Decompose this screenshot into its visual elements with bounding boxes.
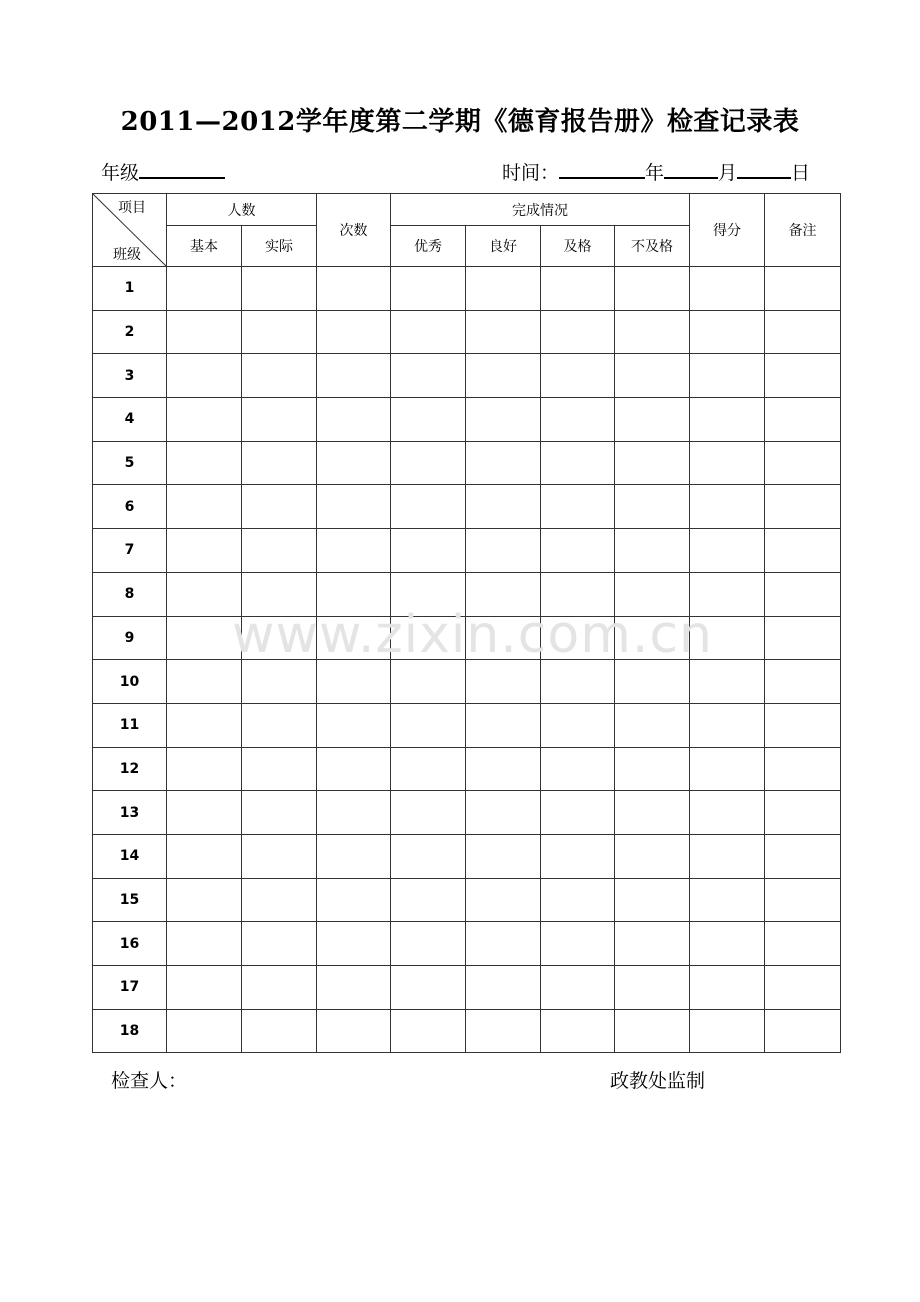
table-cell[interactable] [242,703,317,747]
time-label: 时间： [502,162,560,184]
table-cell[interactable] [317,354,391,398]
table-cell[interactable] [765,310,841,354]
table-cell[interactable] [690,791,765,835]
table-cell[interactable] [391,878,466,922]
table-cell[interactable] [765,441,841,485]
table-cell[interactable] [690,572,765,616]
table-cell[interactable] [615,966,690,1010]
table-cell[interactable] [391,310,466,354]
table-cell[interactable] [690,616,765,660]
table-cell[interactable] [541,660,615,704]
table-cell[interactable] [242,966,317,1010]
table-row [93,878,841,922]
table-cell[interactable] [690,398,765,442]
table-cell[interactable] [242,791,317,835]
class-number: 10 [93,660,167,704]
table-row [93,572,841,616]
table-cell[interactable] [466,922,541,966]
table-cell[interactable] [391,966,466,1010]
header-row-1 [93,194,841,226]
table-cell[interactable] [466,1009,541,1053]
table-cell[interactable] [615,834,690,878]
table-cell[interactable] [690,1009,765,1053]
table-cell[interactable] [242,834,317,878]
table-cell[interactable] [391,791,466,835]
table-row [93,660,841,704]
table-cell[interactable] [317,310,391,354]
table-cell[interactable] [765,747,841,791]
table-row [93,747,841,791]
table-cell[interactable] [391,441,466,485]
class-number: 3 [93,354,167,398]
class-number: 14 [93,834,167,878]
class-number: 5 [93,441,167,485]
table-cell[interactable] [541,1009,615,1053]
table-cell[interactable] [541,529,615,573]
table-cell[interactable] [765,878,841,922]
table-cell[interactable] [167,616,242,660]
table-cell[interactable] [317,791,391,835]
table-cell[interactable] [391,834,466,878]
table-cell[interactable] [541,747,615,791]
table-cell[interactable] [765,529,841,573]
table-cell[interactable] [391,660,466,704]
header-people: 人数 [167,194,317,226]
table-row [93,791,841,835]
class-number: 7 [93,529,167,573]
table-cell[interactable] [167,441,242,485]
table-row [93,354,841,398]
class-number: 18 [93,1009,167,1053]
table-cell[interactable] [466,529,541,573]
table-cell[interactable] [615,1009,690,1053]
supervisor-label: 政教处监制 [610,1070,706,1092]
grade-label: 年级 [101,162,140,184]
table-cell[interactable] [466,572,541,616]
table-cell[interactable] [615,660,690,704]
header-remark: 备注 [765,194,841,267]
table-cell[interactable] [466,791,541,835]
class-number: 1 [93,267,167,311]
table-cell[interactable] [541,878,615,922]
table-cell[interactable] [167,398,242,442]
table-cell[interactable] [615,616,690,660]
table-cell[interactable] [391,354,466,398]
table-cell[interactable] [466,310,541,354]
table-cell[interactable] [391,747,466,791]
table-cell[interactable] [242,354,317,398]
table-cell[interactable] [615,922,690,966]
table-cell[interactable] [167,834,242,878]
class-number: 13 [93,791,167,835]
day-blank [737,157,791,179]
table-cell[interactable] [167,354,242,398]
header-actual: 实际 [242,226,317,267]
table-cell[interactable] [317,267,391,311]
table-cell[interactable] [242,572,317,616]
table-cell[interactable] [615,572,690,616]
table-cell[interactable] [541,267,615,311]
table-cell[interactable] [541,791,615,835]
table-cell[interactable] [391,398,466,442]
table-cell[interactable] [242,441,317,485]
table-row [93,529,841,573]
table-cell[interactable] [317,398,391,442]
table-cell[interactable] [317,441,391,485]
table-cell[interactable] [167,310,242,354]
grade-blank [139,157,225,179]
table-row [93,834,841,878]
table-cell[interactable] [167,747,242,791]
table-cell[interactable] [466,703,541,747]
table-cell[interactable] [541,485,615,529]
table-cell[interactable] [391,616,466,660]
table-cell[interactable] [615,703,690,747]
header-good: 良好 [466,226,541,267]
table-cell[interactable] [242,878,317,922]
class-number: 12 [93,747,167,791]
table-cell[interactable] [391,267,466,311]
table-cell[interactable] [765,834,841,878]
class-number: 15 [93,878,167,922]
table-cell[interactable] [466,616,541,660]
table-cell[interactable] [765,616,841,660]
table-cell[interactable] [242,485,317,529]
table-cell[interactable] [317,747,391,791]
table-cell[interactable] [765,354,841,398]
table-cell[interactable] [466,267,541,311]
table-cell[interactable] [615,398,690,442]
table-cell[interactable] [391,922,466,966]
table-cell[interactable] [167,966,242,1010]
table-cell[interactable] [391,572,466,616]
table-cell[interactable] [317,834,391,878]
table-cell[interactable] [765,922,841,966]
table-cell[interactable] [690,966,765,1010]
table-cell[interactable] [167,572,242,616]
class-number: 17 [93,966,167,1010]
table-row [93,922,841,966]
table-cell[interactable] [242,922,317,966]
table-cell[interactable] [690,441,765,485]
table-cell[interactable] [242,398,317,442]
table-cell[interactable] [615,878,690,922]
table-cell[interactable] [615,747,690,791]
table-cell[interactable] [167,878,242,922]
corner-top-label: 项目 [118,200,146,216]
table-cell[interactable] [690,660,765,704]
table-cell[interactable] [690,747,765,791]
table-cell[interactable] [167,529,242,573]
grade-line [101,157,225,185]
header-score: 得分 [690,194,765,267]
header-excellent: 优秀 [391,226,466,267]
table-cell[interactable] [541,354,615,398]
table-row [93,310,841,354]
table-cell[interactable] [541,572,615,616]
table-cell[interactable] [765,398,841,442]
class-number: 2 [93,310,167,354]
table-cell[interactable] [615,354,690,398]
table-cell[interactable] [541,703,615,747]
class-number: 6 [93,485,167,529]
table-cell[interactable] [317,1009,391,1053]
class-number: 8 [93,572,167,616]
table-row [93,398,841,442]
table-cell[interactable] [167,485,242,529]
table-cell[interactable] [317,660,391,704]
table-row [93,703,841,747]
month-label: 月 [718,162,738,184]
table-cell[interactable] [167,703,242,747]
table-cell[interactable] [690,529,765,573]
table-cell[interactable] [242,747,317,791]
table-cell[interactable] [242,267,317,311]
header-completion: 完成情况 [391,194,690,226]
table-cell[interactable] [167,922,242,966]
table-cell[interactable] [466,747,541,791]
class-number: 16 [93,922,167,966]
table-cell[interactable] [615,485,690,529]
class-number: 9 [93,616,167,660]
table-cell[interactable] [391,1009,466,1053]
class-number: 4 [93,398,167,442]
watermark: www.zixin.com.cn [232,605,713,665]
day-label: 日 [791,162,811,184]
table-row [93,616,841,660]
table-cell[interactable] [541,616,615,660]
header-fail: 不及格 [615,226,690,267]
table-cell[interactable] [317,703,391,747]
table-cell[interactable] [466,354,541,398]
table-cell[interactable] [541,966,615,1010]
header-times: 次数 [317,194,391,267]
table-cell[interactable] [466,398,541,442]
table-cell[interactable] [690,354,765,398]
table-row [93,966,841,1010]
table-cell[interactable] [765,267,841,311]
table-cell[interactable] [615,310,690,354]
table-row [93,441,841,485]
header-basic: 基本 [167,226,242,267]
table-cell[interactable] [317,922,391,966]
table-cell[interactable] [690,310,765,354]
table-cell[interactable] [242,310,317,354]
time-line [502,157,810,185]
table-cell[interactable] [690,922,765,966]
table-cell[interactable] [317,966,391,1010]
table-row [93,485,841,529]
table-cell[interactable] [765,966,841,1010]
table-row [93,267,841,311]
table-cell[interactable] [317,878,391,922]
month-blank [664,157,718,179]
table-cell[interactable] [242,529,317,573]
table-cell[interactable] [765,791,841,835]
table-cell[interactable] [541,441,615,485]
table-cell[interactable] [242,1009,317,1053]
table-cell[interactable] [615,529,690,573]
year-blank [559,157,645,179]
year-label: 年 [645,162,665,184]
table-cell[interactable] [690,834,765,878]
table-cell[interactable] [466,660,541,704]
table-cell[interactable] [541,310,615,354]
table-cell[interactable] [391,529,466,573]
class-number: 11 [93,703,167,747]
table-cell[interactable] [466,485,541,529]
table-cell[interactable] [615,441,690,485]
table-cell[interactable] [466,441,541,485]
table-cell[interactable] [167,660,242,704]
table-cell[interactable] [317,529,391,573]
table-cell[interactable] [615,267,690,311]
inspection-table [92,193,841,1053]
table-cell[interactable] [466,878,541,922]
table-cell[interactable] [391,485,466,529]
table-cell[interactable] [765,572,841,616]
table-cell[interactable] [317,485,391,529]
table-cell[interactable] [690,703,765,747]
table-cell[interactable] [242,660,317,704]
table-cell[interactable] [317,572,391,616]
table-cell[interactable] [391,703,466,747]
corner-bottom-label: 班级 [113,247,141,263]
header-pass: 及格 [541,226,615,267]
table-cell[interactable] [765,660,841,704]
table-cell[interactable] [167,267,242,311]
table-cell[interactable] [466,834,541,878]
table-body [93,194,841,1053]
table-cell[interactable] [765,1009,841,1053]
table-cell[interactable] [615,791,690,835]
table-cell[interactable] [765,703,841,747]
table-cell[interactable] [690,878,765,922]
corner-cell [93,194,167,267]
table-row [93,1009,841,1053]
table-cell[interactable] [690,267,765,311]
inspector-label: 检查人： [111,1070,188,1092]
table-cell[interactable] [242,616,317,660]
table-cell[interactable] [317,616,391,660]
table-cell[interactable] [167,791,242,835]
table-cell[interactable] [167,1009,242,1053]
table-cell[interactable] [466,966,541,1010]
table-cell[interactable] [765,485,841,529]
table-cell[interactable] [541,922,615,966]
page-title: 2011—2012学年度第二学期《德育报告册》检查记录表 [120,107,800,137]
table-cell[interactable] [541,834,615,878]
table-cell[interactable] [541,398,615,442]
table-cell[interactable] [690,485,765,529]
